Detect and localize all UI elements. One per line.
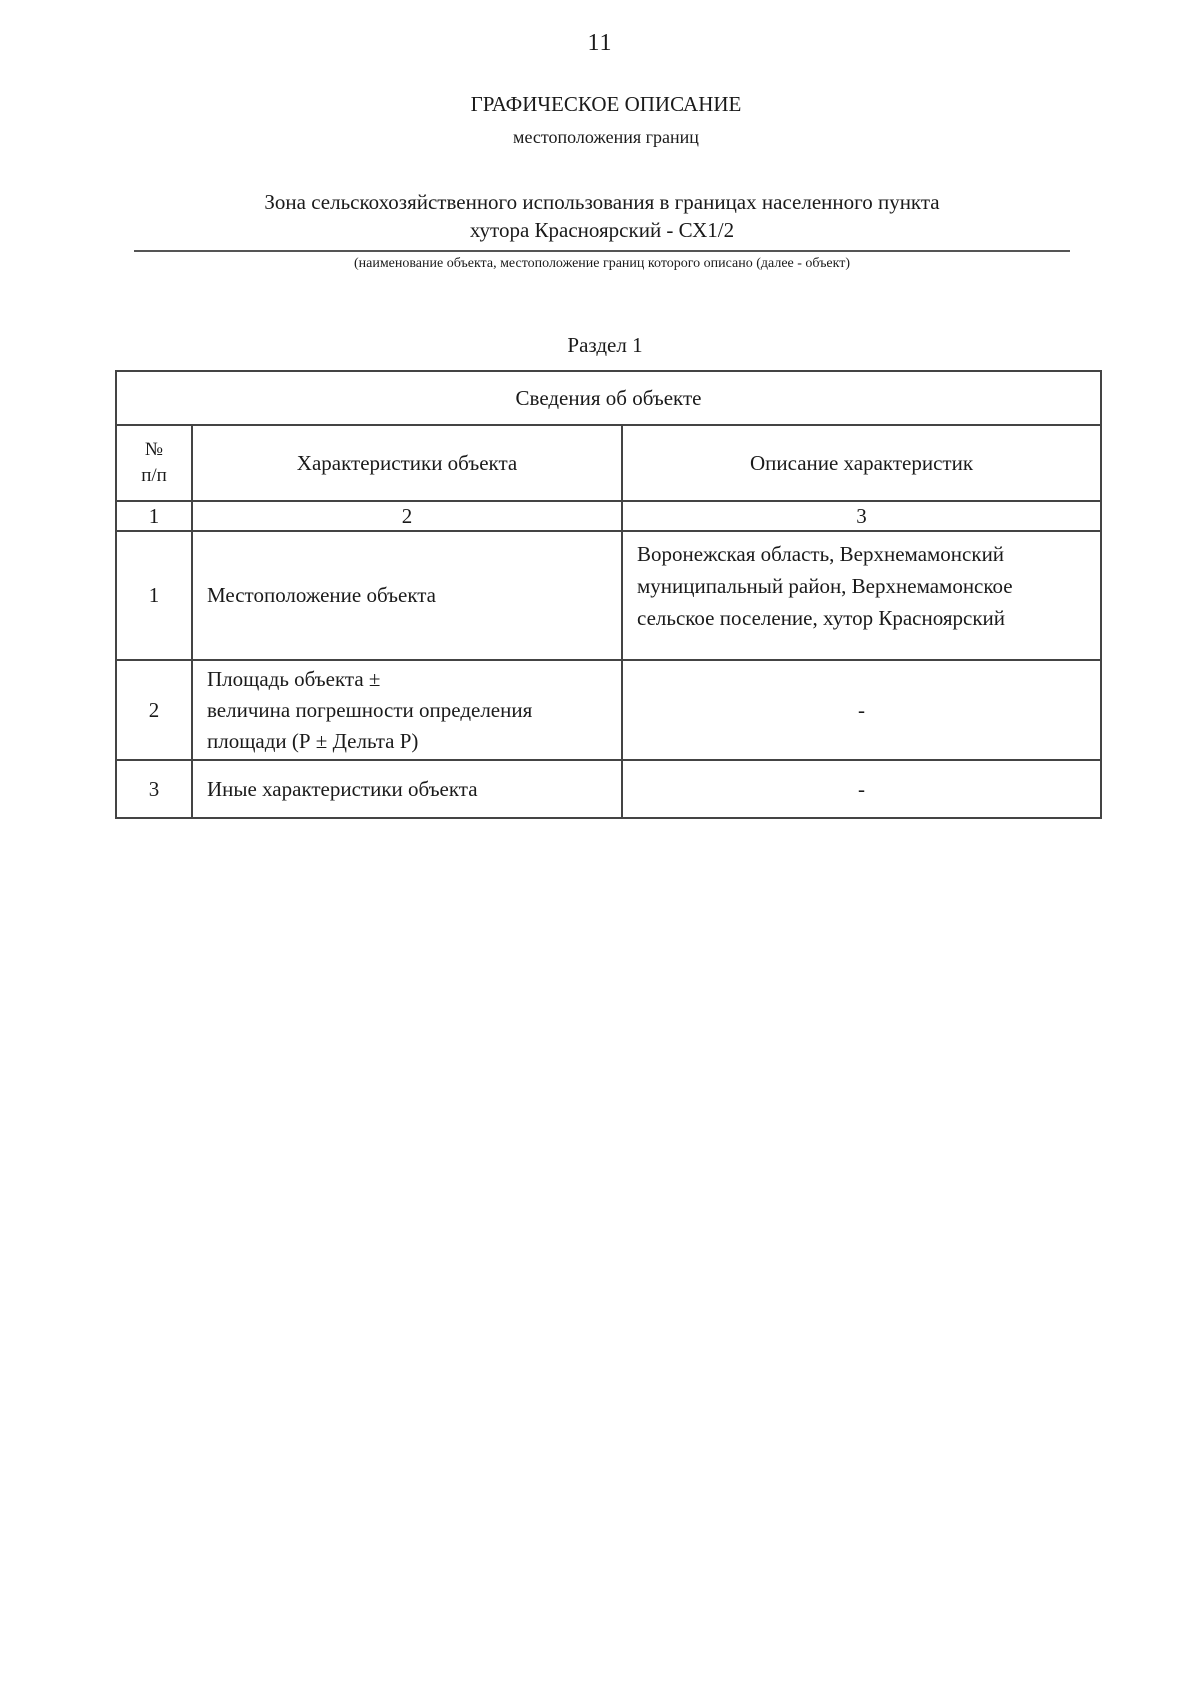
column-number: 1 xyxy=(116,501,192,531)
row-description: - xyxy=(622,760,1101,818)
header-description: Описание характеристик xyxy=(622,425,1101,501)
row-number: 3 xyxy=(116,760,192,818)
header-characteristics: Характеристики объекта xyxy=(192,425,622,501)
column-number: 3 xyxy=(622,501,1101,531)
header-number xyxy=(116,425,192,501)
header-number-line-2: п/п xyxy=(141,465,167,486)
table-row xyxy=(116,660,1101,760)
table-caption-row xyxy=(116,371,1101,425)
object-info-table xyxy=(115,370,1102,819)
row-description xyxy=(622,531,1101,660)
object-name-line-2: хутора Красноярский - СХ1/2 xyxy=(469,218,735,242)
characteristic-line: площади (Р ± Дельта Р) xyxy=(207,728,419,753)
document-subtitle: местоположения границ xyxy=(513,127,699,147)
section-title: Раздел 1 xyxy=(567,333,643,357)
table-row xyxy=(116,531,1101,660)
row-number: 2 xyxy=(116,660,192,760)
object-name-caption: (наименование объекта, местоположение границ которого описано (далее - объект) xyxy=(353,256,851,271)
characteristic-line: величина погрешности определения xyxy=(207,697,533,722)
column-number-row xyxy=(116,501,1101,531)
object-name xyxy=(134,188,1070,252)
table-caption: Сведения об объекте xyxy=(116,371,1101,425)
row-characteristic xyxy=(192,660,622,760)
column-number: 2 xyxy=(192,501,622,531)
characteristic-line: Площадь объекта ± xyxy=(207,666,381,691)
row-characteristic: Иные характеристики объекта xyxy=(192,760,622,818)
object-name-line-1: Зона сельскохозяйственного использования в границах населенного пункта xyxy=(264,190,940,214)
page-number: 11 xyxy=(587,30,613,56)
row-description: - xyxy=(622,660,1101,760)
description-line: Воронежская область, Верхнемамонский xyxy=(637,542,1005,566)
description-line: муниципальный район, Верхнемамонское xyxy=(637,574,1013,598)
table-header-row xyxy=(116,425,1101,501)
row-number: 1 xyxy=(116,531,192,660)
table-row xyxy=(116,760,1101,818)
header-number-line-1: № xyxy=(144,439,164,460)
description-line: сельское поселение, хутор Красноярский xyxy=(637,606,1005,630)
document-title: ГРАФИЧЕСКОЕ ОПИСАНИЕ xyxy=(470,92,742,116)
row-characteristic: Местоположение объекта xyxy=(192,531,622,660)
